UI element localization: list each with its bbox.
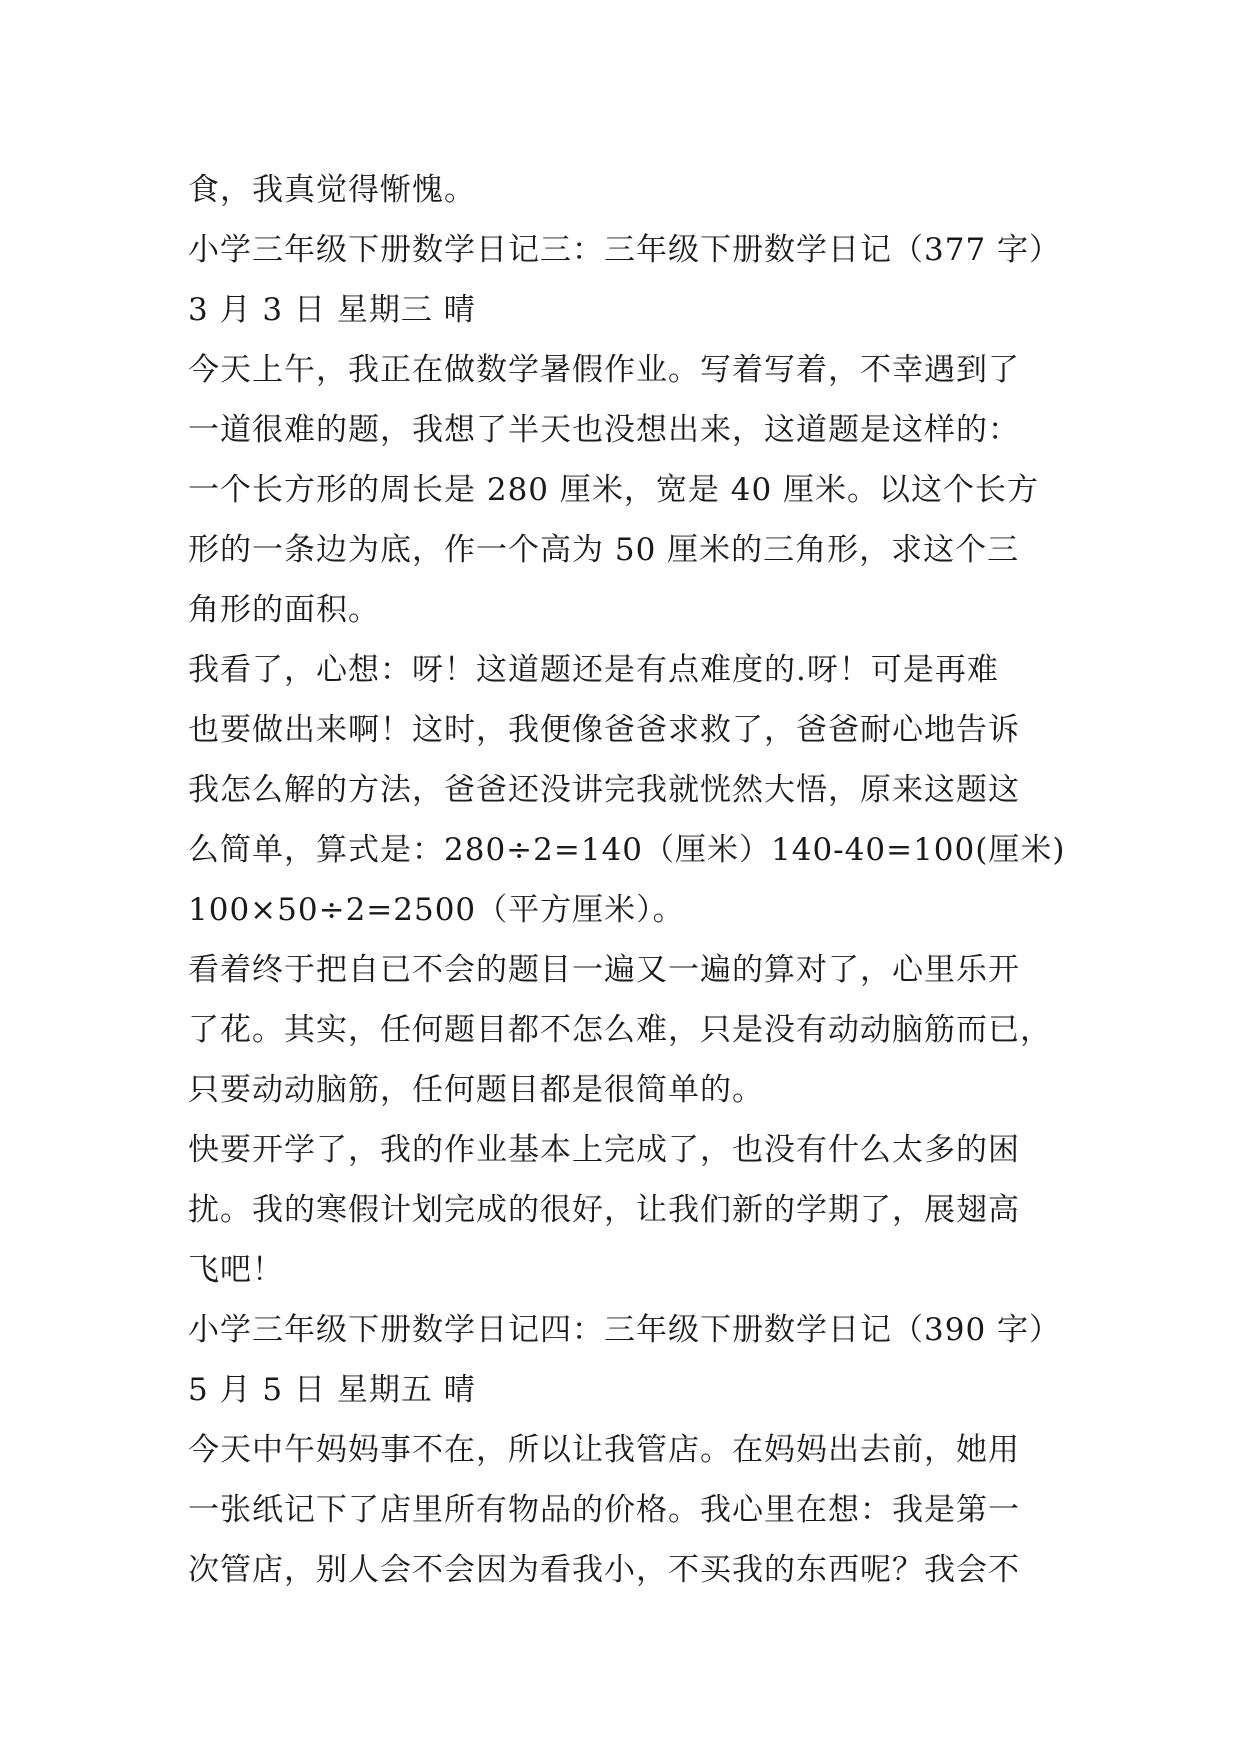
text-line: 形的一条边为底，作一个高为 50 厘米的三角形，求这个三 xyxy=(188,532,1020,568)
text-line: 今天中午妈妈事不在，所以让我管店。在妈妈出去前，她用 xyxy=(188,1432,1020,1468)
text-line: 今天上午，我正在做数学暑假作业。写着写着，不幸遇到了 xyxy=(188,352,1020,388)
text-line: 快要开学了，我的作业基本上完成了，也没有什么太多的困 xyxy=(188,1132,1020,1168)
section-heading-diary-three: 小学三年级下册数学日记三：三年级下册数学日记（377 字） xyxy=(188,232,1062,268)
text-line: 次管店，别人会不会因为看我小，不买我的东西呢？我会不 xyxy=(188,1552,1020,1588)
text-line: 角形的面积。 xyxy=(188,592,380,628)
text-line: 100×50÷2=2500（平方厘米）。 xyxy=(188,892,685,928)
text-line: 扰。我的寒假计划完成的很好，让我们新的学期了，展翅高 xyxy=(188,1192,1020,1228)
document-body xyxy=(188,160,1066,1600)
text-line: 只要动动脑筋，任何题目都是很简单的。 xyxy=(188,1072,764,1108)
text-line: 也要做出来啊！这时，我便像爸爸求救了，爸爸耐心地告诉 xyxy=(188,712,1020,748)
text-line: 飞吧！ xyxy=(188,1252,284,1288)
text-line: 食，我真觉得惭愧。 xyxy=(188,172,476,208)
text-line: 么简单，算式是：280÷2=140（厘米）140-40=100(厘米) xyxy=(188,832,1066,868)
text-line: 我看了，心想：呀！这道题还是有点难度的.呀！可是再难 xyxy=(188,652,999,688)
text-line: 我怎么解的方法，爸爸还没讲完我就恍然大悟，原来这题这 xyxy=(188,772,1020,808)
text-line: 一道很难的题，我想了半天也没想出来，这道题是这样的： xyxy=(188,412,1020,448)
text-line: 看着终于把自已不会的题目一遍又一遍的算对了，心里乐开 xyxy=(188,952,1020,988)
diary-date-line: 5 月 5 日 星期五 晴 xyxy=(188,1372,476,1408)
diary-date-line: 3 月 3 日 星期三 晴 xyxy=(188,292,476,328)
text-line: 一张纸记下了店里所有物品的价格。我心里在想：我是第一 xyxy=(188,1492,1020,1528)
text-line: 了花。其实，任何题目都不怎么难，只是没有动动脑筋而已， xyxy=(188,1012,1052,1048)
text-line: 一个长方形的周长是 280 厘米，宽是 40 厘米。以这个长方 xyxy=(188,472,1040,508)
section-heading-diary-four: 小学三年级下册数学日记四：三年级下册数学日记（390 字） xyxy=(188,1312,1062,1348)
